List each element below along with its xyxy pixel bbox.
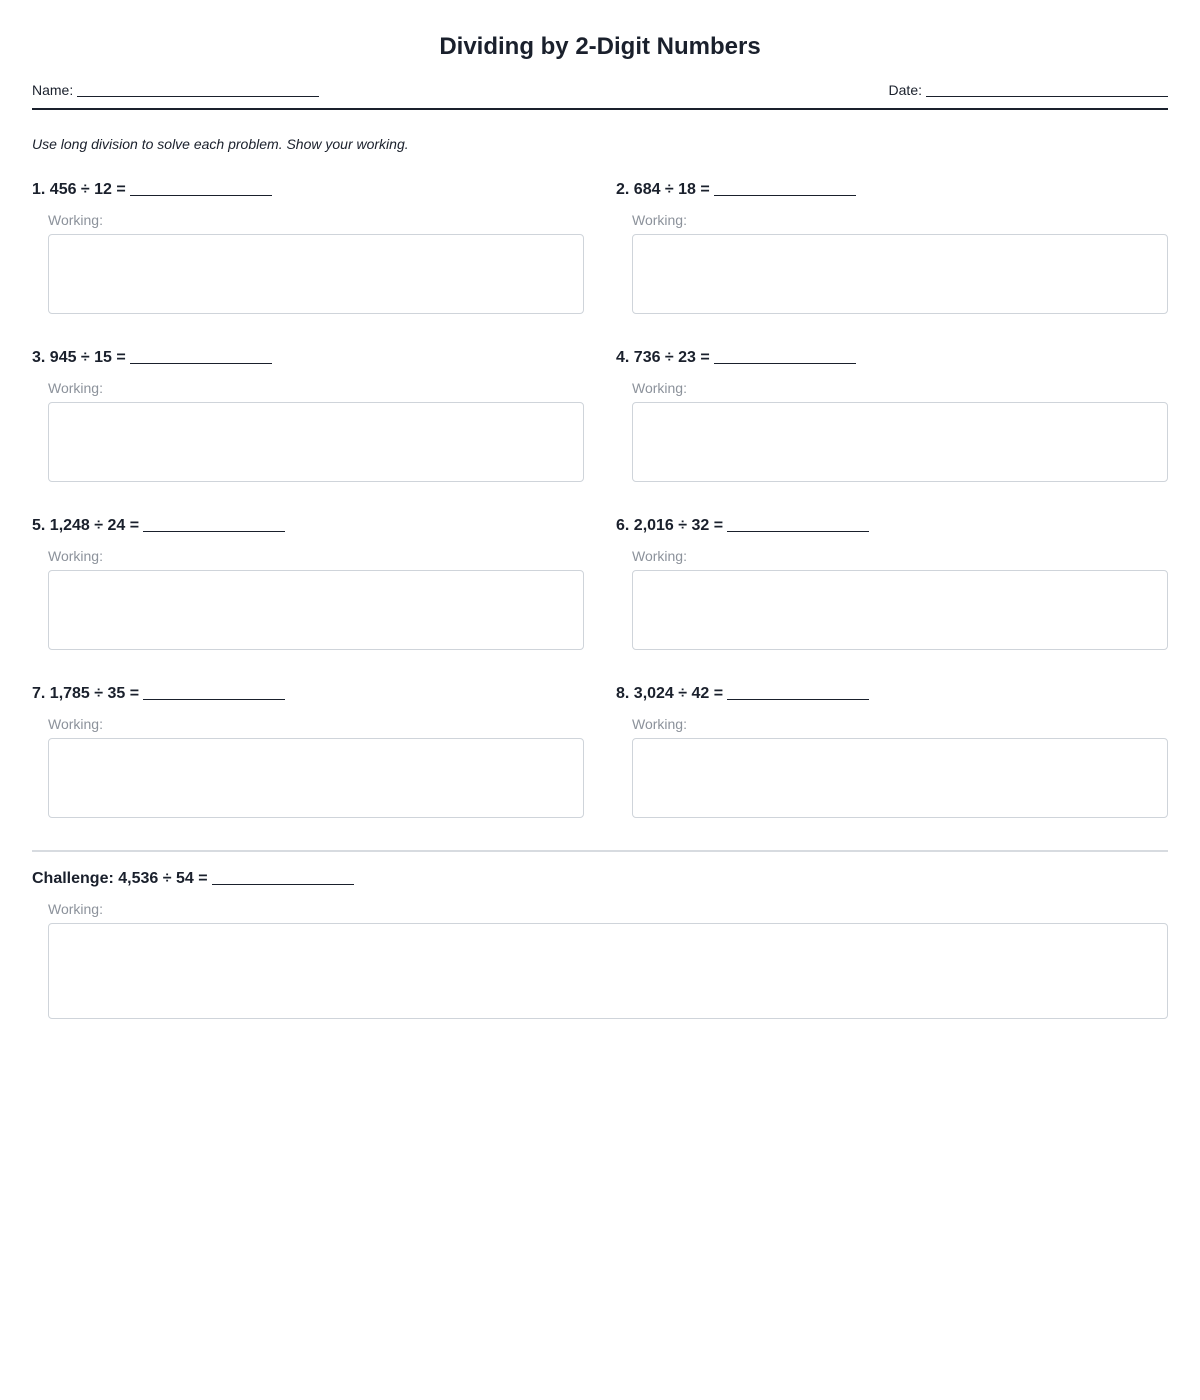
working-label: Working: bbox=[632, 548, 687, 564]
problem-question: 4. 736 ÷ 23 = bbox=[616, 348, 1168, 368]
working-label: Working: bbox=[632, 212, 687, 228]
working-label: Working: bbox=[632, 716, 687, 732]
problem-question: 5. 1,248 ÷ 24 = bbox=[32, 516, 584, 536]
working-box[interactable] bbox=[48, 402, 584, 482]
challenge-working-box[interactable] bbox=[48, 923, 1168, 1019]
working-label: Working: bbox=[48, 380, 103, 396]
name-blank-line[interactable] bbox=[77, 83, 319, 97]
problem-question: 2. 684 ÷ 18 = bbox=[616, 180, 1168, 200]
working-box[interactable] bbox=[48, 570, 584, 650]
problem-question: 8. 3,024 ÷ 42 = bbox=[616, 684, 1168, 704]
answer-blank-line[interactable] bbox=[212, 871, 354, 885]
problem-question: 6. 2,016 ÷ 32 = bbox=[616, 516, 1168, 536]
date-field bbox=[889, 81, 1168, 99]
working-label: Working: bbox=[48, 901, 103, 917]
answer-blank-line[interactable] bbox=[143, 686, 285, 700]
problem-4 bbox=[616, 348, 1168, 396]
page-title: Dividing by 2-Digit Numbers bbox=[439, 33, 761, 60]
working-box[interactable] bbox=[48, 234, 584, 314]
challenge-divider bbox=[32, 850, 1168, 852]
working-box[interactable] bbox=[632, 570, 1168, 650]
answer-blank-line[interactable] bbox=[727, 686, 869, 700]
working-label: Working: bbox=[632, 380, 687, 396]
name-field bbox=[32, 81, 319, 99]
working-box[interactable] bbox=[48, 738, 584, 818]
student-info-row bbox=[32, 81, 1168, 99]
name-label: Name: bbox=[32, 82, 74, 98]
answer-blank-line[interactable] bbox=[727, 518, 869, 532]
problem-question: 1. 456 ÷ 12 = bbox=[32, 180, 584, 200]
working-box[interactable] bbox=[632, 234, 1168, 314]
instructions: Use long division to solve each problem. Show your working. bbox=[32, 136, 409, 152]
answer-blank-line[interactable] bbox=[143, 518, 285, 532]
working-label: Working: bbox=[48, 548, 103, 564]
working-box[interactable] bbox=[632, 738, 1168, 818]
answer-blank-line[interactable] bbox=[714, 182, 856, 196]
answer-blank-line[interactable] bbox=[714, 350, 856, 364]
challenge-question: Challenge: 4,536 ÷ 54 = bbox=[32, 869, 1168, 889]
working-label: Working: bbox=[48, 716, 103, 732]
answer-blank-line[interactable] bbox=[130, 182, 272, 196]
date-label: Date: bbox=[888, 82, 922, 98]
working-box[interactable] bbox=[632, 402, 1168, 482]
problem-1 bbox=[32, 180, 584, 228]
header-divider bbox=[32, 108, 1168, 110]
problem-3 bbox=[32, 348, 584, 396]
challenge-problem bbox=[32, 869, 1168, 917]
answer-blank-line[interactable] bbox=[130, 350, 272, 364]
date-blank-line[interactable] bbox=[926, 83, 1168, 97]
working-label: Working: bbox=[48, 212, 103, 228]
problem-6 bbox=[616, 516, 1168, 564]
problem-question: 3. 945 ÷ 15 = bbox=[32, 348, 584, 368]
problem-2 bbox=[616, 180, 1168, 228]
problem-8 bbox=[616, 684, 1168, 732]
problem-question: 7. 1,785 ÷ 35 = bbox=[32, 684, 584, 704]
problem-7 bbox=[32, 684, 584, 732]
problem-5 bbox=[32, 516, 584, 564]
